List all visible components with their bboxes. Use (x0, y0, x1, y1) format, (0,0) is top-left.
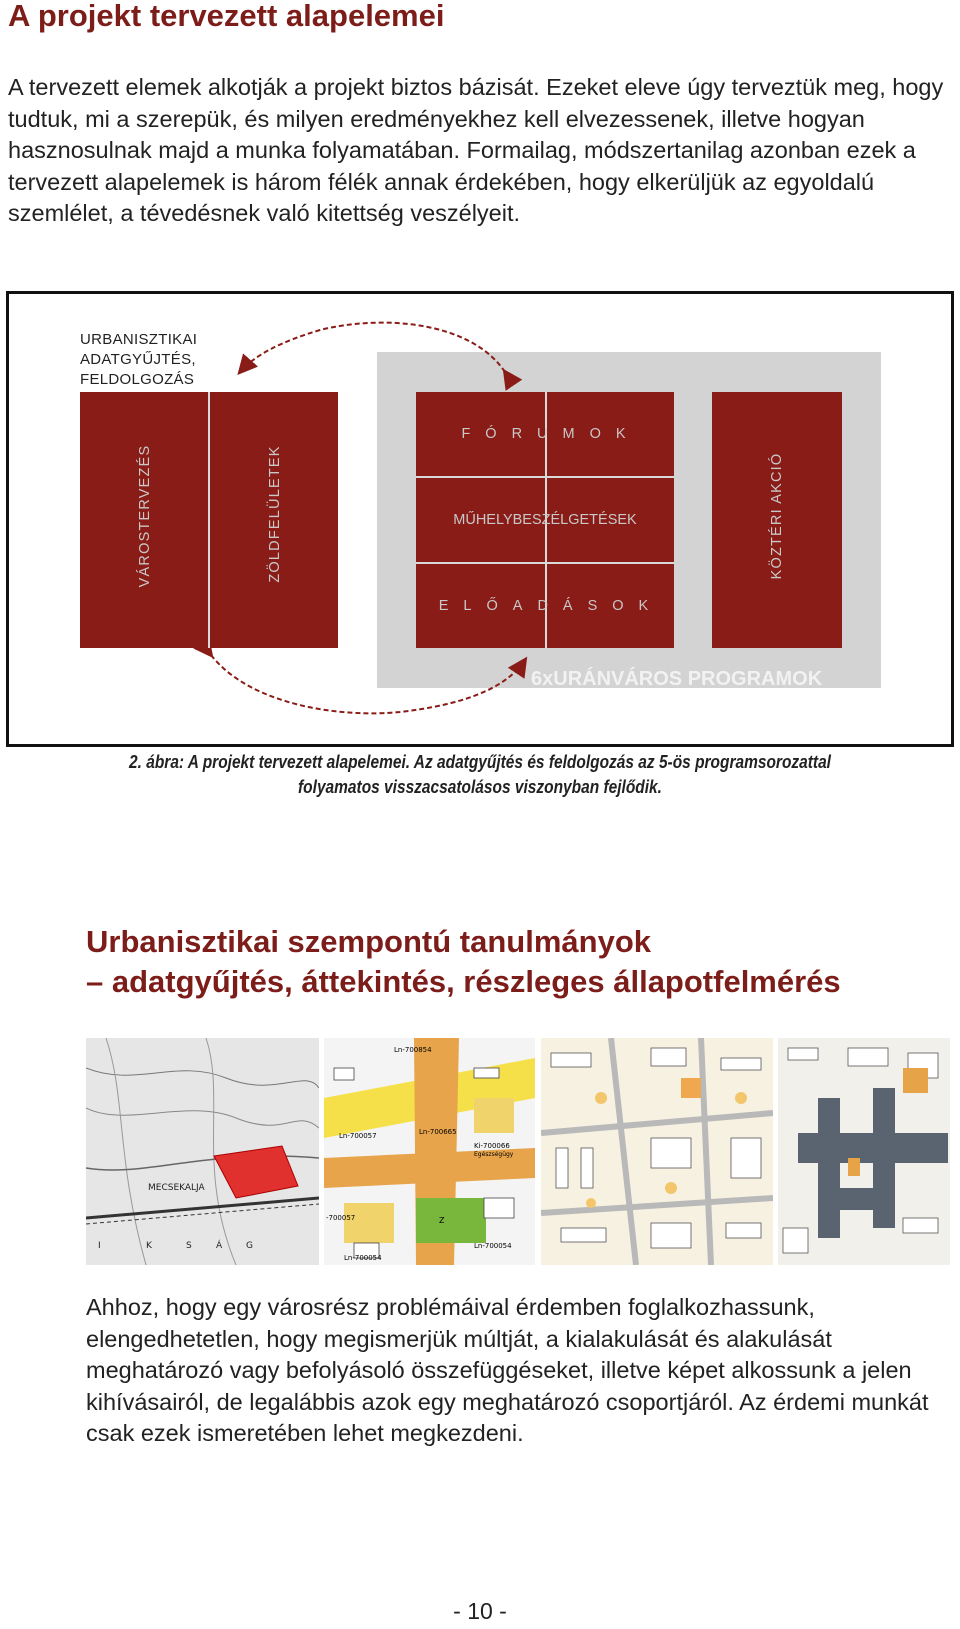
col-varostervezes: VÁROSTERVEZÉS (137, 444, 153, 588)
svg-text:Ln-700057: Ln-700057 (339, 1132, 377, 1140)
map-development (778, 1038, 950, 1265)
svg-text:S: S (186, 1241, 192, 1251)
arrow-bottom (211, 655, 525, 713)
section-heading: Urbanisztikai szempontú tanulmányok – adatgyűjtés, áttekintés, részleges állapotfelmérés (86, 924, 841, 999)
body-paragraph: Ahhoz, hogy egy városrész problémáival érdemben foglalkozhassunk, elengedhetetlen, hogy megismerjük múltját, a kialakulását és alakulását meghatározó vagy befolyásoló összefüggéseket, illetve képet alkossunk a jelen kihívásairól, de legalábbis azok egy meghatározó csoportjáról. Az érdemi munkát csak ezek ismeretében lehet megkezdeni. (86, 1294, 929, 1446)
svg-text:Ln-700054: Ln-700054 (344, 1254, 382, 1262)
row-muhelybeszelgetesek: MŰHELYBESZÉLGETÉSEK (453, 512, 637, 528)
figure-caption-line1: 2. ábra: A projekt tervezett alapelemei. Az adatgyűjtés és feldolgozás az 5-ös programsorozattal (129, 752, 831, 772)
col-kozteri-akcio: KÖZTÉRI AKCIÓ (769, 452, 785, 580)
figure-caption-line2: folyamatos visszacsatolásos viszonyban fejlődik. (298, 777, 662, 797)
figure-top-label: URBANISZTIKAI ADATGYŰJTÉS, FELDOLGOZÁS (80, 331, 198, 388)
svg-text:Z: Z (439, 1216, 445, 1225)
arrow-top (240, 323, 505, 372)
svg-text:G: G (246, 1241, 253, 1251)
svg-text:Ki-700066: Ki-700066 (474, 1142, 510, 1150)
map-buildings (541, 1038, 773, 1265)
map-historic (86, 1038, 319, 1265)
svg-text:Ln-700854: Ln-700854 (394, 1046, 432, 1054)
row-eloadasok: ELŐADÁSOK (438, 598, 664, 614)
svg-text:Egészségügy: Egészségügy (474, 1151, 514, 1158)
svg-text:Ln-700054: Ln-700054 (474, 1242, 512, 1250)
page-heading: A projekt tervezett alapelemei (8, 0, 445, 33)
block-divider (208, 392, 210, 648)
svg-text:MECSEKALJA: MECSEKALJA (148, 1183, 205, 1193)
svg-text:-700057: -700057 (326, 1214, 356, 1222)
page-number: - 10 - (453, 1598, 507, 1624)
map-zoning (324, 1038, 535, 1265)
map-strip (86, 1038, 950, 1265)
row-forumok: FÓRUMOK (461, 426, 641, 442)
program-label: 6xURÁNVÁROS PROGRAMOK (531, 668, 823, 690)
col-zoldfeluletek: ZÖLDFELÜLETEK (267, 445, 283, 583)
intro-paragraph: A tervezett elemek alkotják a projekt biztos bázisát. Ezeket eleve úgy terveztük meg, hogy tudtuk, mi a szerepük, és milyen eredményekhez kell elvezessenek, illetve hogyan hasznosulnak majd a munka folyamatában. Formailag, módszertanilag azonban ezek a tervezett alapelemek is három félék annak érdekében, hogy elkerüljük az egyoldalú szemlélet, a tévedésnek való kitettség veszélyeit. (8, 74, 944, 226)
svg-text:K: K (146, 1241, 152, 1251)
svg-text:Ln-700665: Ln-700665 (419, 1128, 457, 1136)
svg-text:Á: Á (216, 1241, 223, 1251)
svg-text:I: I (98, 1241, 101, 1251)
